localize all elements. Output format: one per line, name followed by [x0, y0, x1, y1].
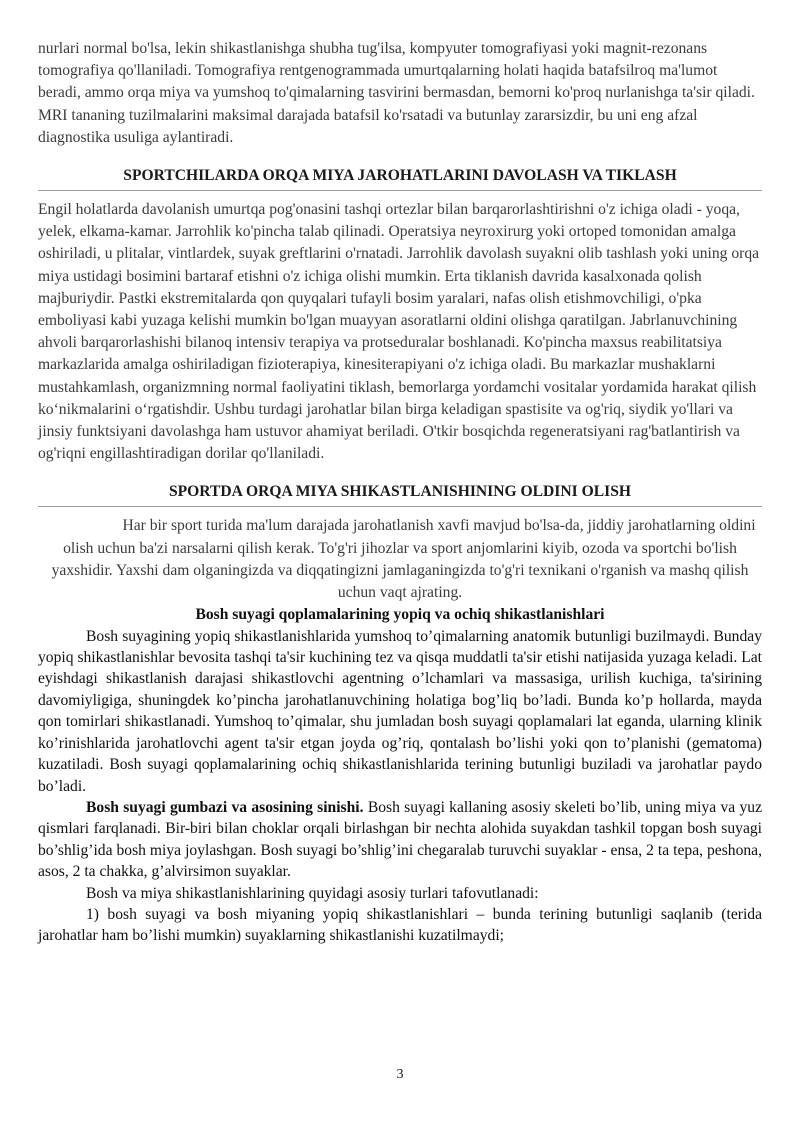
document-page: [38, 38, 762, 947]
treatment-section: [38, 199, 762, 465]
prevention-section: [38, 515, 762, 604]
skull-list-item-1: 1) bosh suyagi va bosh miyaning yopiq shikastlanishlari – bunda terining butunligi saqlanib (terida jarohatlar ham bo’lishi mumkin) suyaklarning shikastlanishi kuzatilmaydi;: [38, 905, 762, 945]
fracture-text: Bosh suyagi kallaning asosiy skeleti bo’lib, uning miya va yuz qismlari farqlanadi. Bir-biri bilan choklar orqali birlashgan bir nechta alohida suyakdan tashkil topgan bosh suyagi bo’shlig’ida bosh miya joylashgan. Bosh suyagi bo’shlig’ini chegaralab turuvchi suyaklar - ensa, 2 ta tepa, peshona, asos, 2 ta chakka, g’alvirsimon suyaklar.: [38, 798, 762, 881]
intro-paragraph: nurlari normal bo'lsa, lekin shikastlanishga shubha tug'ilsa, kompyuter tomografiyasi yoki magnit-rezonans tomografiya qo'llaniladi. Tomografiya rentgenogrammada umurtqalarning holati haqida batafsilroq ma'lumot beradi, ammo orqa miya va yumshoq to'qimalarning tasvirini bermasdan, bemorni ko'proq nurlanishga ta'sir qiladi. MRI tananing tuzilmalarini maksimal darajada batafsil ko'rsatadi va butunlay zararsizdir, bu uni eng afzal diagnostika usuliga aylantiradi.: [38, 40, 755, 146]
page-number: 3: [396, 1067, 404, 1082]
skull-subheading: Bosh suyagi qoplamalarining yopiq va ochiq shikastlanishlari: [195, 606, 605, 624]
heading-divider: [38, 506, 762, 507]
fracture-lead: Bosh suyagi gumbazi va asosining sinishi.: [86, 798, 364, 816]
skull-paragraph-closed-open: Bosh suyagining yopiq shikastlanishlarida yumshoq to’qimalarning anatomik butunligi buzilmaydi. Bunday yopiq shikastlanishlar bevosita tashqi ta'sir kuchining tez va qisqa muddatli ta'sir etishi natijasida yuzaga keladi. Lat eyishdagi shikastlanish darajasi shikastlovchi agentning o’lchamlari va massasiga, urilish kuchiga, ta'sirining davomiyligiga, shuningdek ko’pincha jarohatlanuvchining holatiga bog’liq bo’ladi. Bunda ko’p hollarda, mayda qon tomirlari shikastlanadi. Yumshoq to’qimalar, shu jumladan bosh suyagi qoplamalari lat eganda, ularning klinik ko’rinishlarida jarohatlovchi agent ta'sir etgan joyda og’riq, qontalash bo’lishi yoki qon to’planishi (gematoma) kuzatiladi. Bosh suyagi qoplamalarining ochiq shikastlanishlarida terining butunligi buziladi va jarohatlar paydo bo’ladi.: [38, 627, 762, 795]
prevention-paragraph: Har bir sport turida ma'lum darajada jarohatlanish xavfi mavjud bo'lsa-da, jiddiy jarohatlarning oldini olish uchun ba'zi narsalarni qilish kerak. To'g'ri jihozlar va sport anjomlarini kiyib, ozoda va sportchi bo'lish yaxshidir. Yaxshi dam olganingizda va diqqatingizni jamlaganingizda to'g'ri texnikani o'rganish va mashq qilish uchun vaqt ajrating.: [51, 517, 756, 602]
skull-section: [38, 604, 762, 947]
intro-section: [38, 38, 762, 149]
section-heading-prevention: SPORTDA ORQA MIYA SHIKASTLANISHINING OLDINI OLISH: [168, 483, 632, 501]
section-heading-treatment: SPORTCHILARDA ORQA MIYA JAROHATLARINI DAVOLASH VA TIKLASH: [123, 167, 677, 185]
treatment-paragraph: Engil holatlarda davolanish umurtqa pog'onasini tashqi ortezlar bilan barqarorlashtirishni o'z ichiga oladi - yoqa, yelek, elkama-kamar. Jarrohlik ko'pincha talab qilinadi. Operatsiya neyroxirurg yoki ortoped tomonidan amalga oshiriladi, u plitalar, vintlardek, suyak greftlarini o'rnatadi. Jarrohlik davolash suyakni olib tashlash yoki uning orqa miya ustidagi bosimini bartaraf etishni o'z ichiga olishi mumkin. Erta tiklanish davrida kasalxonada qolish majburiydir. Pastki ekstremitalarda qon quyqalari tufayli bosim yaralari, nafas olish etishmovchiligi, o'pka emboliyasi kabi yuzaga kelishi mumkin bo'lgan muayyan asoratlarni oldini olishga qaratilgan. Jabrlanuvchining ahvoli barqarorlashishi bilanoq intensiv terapiya va protseduralar boshlanadi. Ko'pincha maxsus reabilitatsiya markazlarida amalga oshiriladigan fizioterapiya, kinesiterapiyani o'z ichiga oladi. Bu markazlar mushaklarni mustahkamlash, organizmning normal faoliyatini tiklash, bemorlarga yordamchi vositalar yordamida harakat qilish koʻnikmalarini oʻrgatishdir. Ushbu turdagi jarohatlar bilan birga keladigan spastisite va og'riq, siydik yo'llari va jinsiy funktsiyani davolashga ham ustuvor ahamiyat beriladi. O'tkir bosqichda regeneratsiyani rag'batlantirish va og'riqni engillashtiradigan dorilar qo'llaniladi.: [38, 201, 760, 463]
skull-paragraph-types: Bosh va miya shikastlanishlarining quyidagi asosiy turlari tafovutlanadi:: [86, 884, 539, 902]
skull-paragraph-fracture: [38, 797, 762, 883]
heading-divider: [38, 190, 762, 191]
